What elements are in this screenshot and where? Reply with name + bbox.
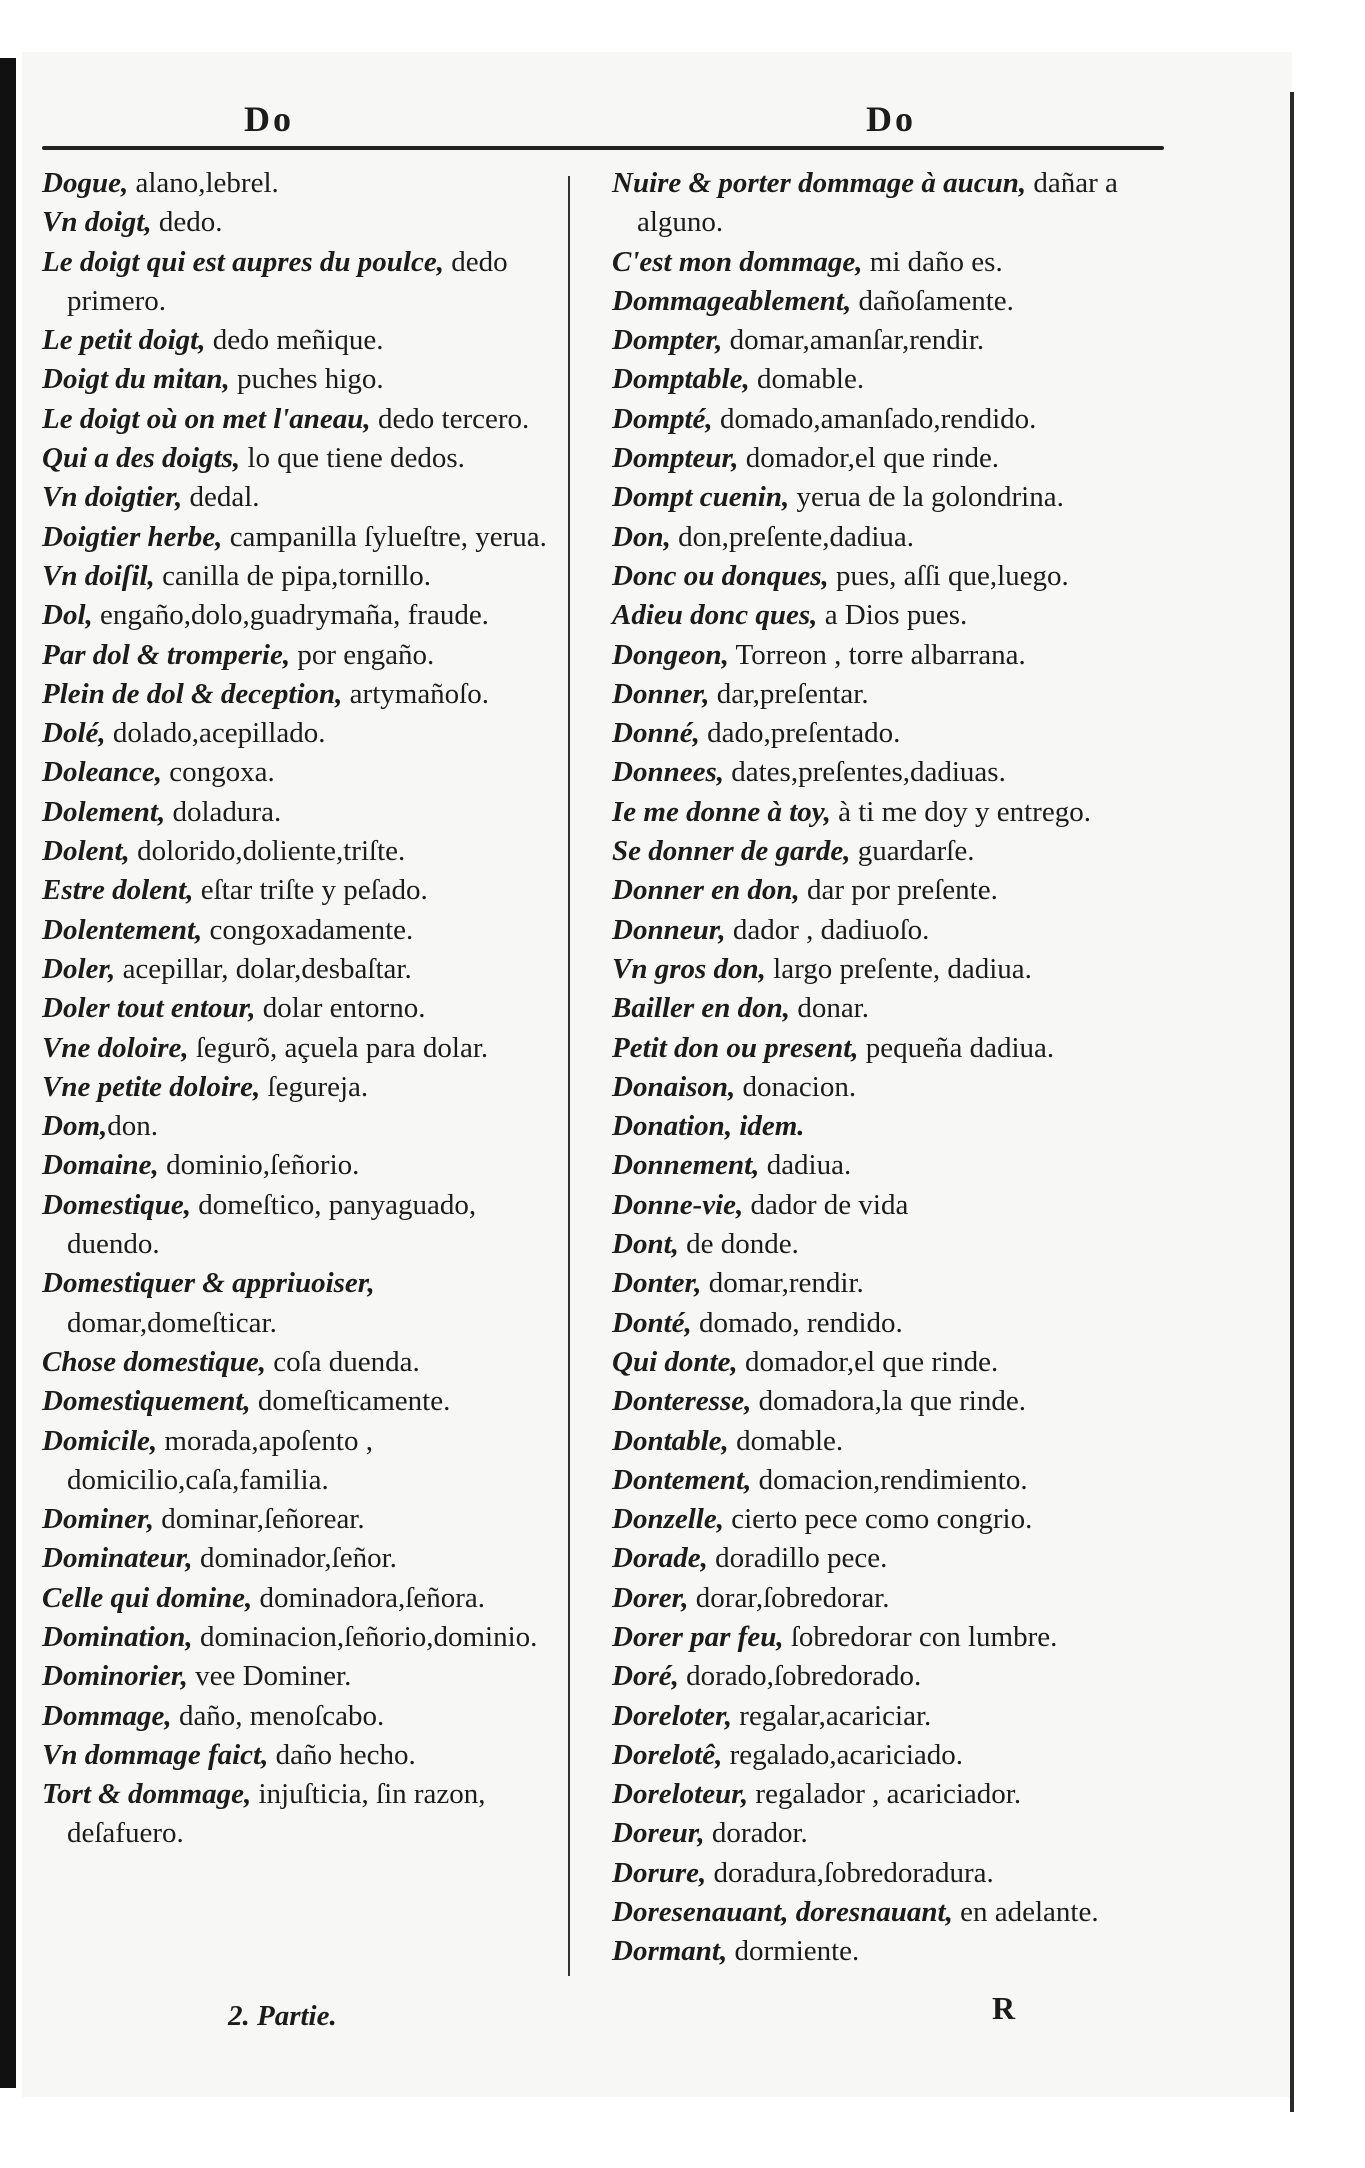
dictionary-entry bbox=[612, 282, 1170, 321]
entry-translation: ſegureja. bbox=[260, 1070, 369, 1103]
dictionary-entry bbox=[612, 911, 1170, 950]
dictionary-entry bbox=[612, 1264, 1170, 1303]
dictionary-entry bbox=[612, 1697, 1170, 1736]
entry-translation: dolado,acepillado. bbox=[105, 717, 326, 750]
dictionary-entry bbox=[42, 1657, 562, 1696]
dictionary-entry bbox=[42, 243, 562, 322]
dictionary-entry bbox=[612, 1422, 1170, 1461]
dictionary-entry bbox=[42, 1500, 562, 1539]
dictionary-entry bbox=[42, 714, 562, 753]
entry-headword: Doigt du mitan, bbox=[42, 363, 230, 396]
entry-headword: Dont, bbox=[612, 1228, 679, 1261]
entry-headword: C'est mon dommage, bbox=[612, 245, 863, 278]
entry-translation: engaño,dolo,guadrymaña, fraude. bbox=[92, 599, 489, 632]
entry-translation: regalar,acariciar. bbox=[732, 1699, 932, 1732]
entry-headword: Doreloter, bbox=[612, 1699, 733, 1732]
dictionary-entry bbox=[612, 675, 1170, 714]
dictionary-entry bbox=[612, 321, 1170, 360]
entry-headword: Dorer, bbox=[612, 1581, 689, 1614]
entry-translation: regalador , acariciador. bbox=[748, 1778, 1022, 1811]
entry-headword: Domestiquement, bbox=[42, 1385, 251, 1418]
right-column bbox=[612, 164, 1170, 1972]
dictionary-entry bbox=[42, 1264, 562, 1343]
entry-translation: domar,rendir. bbox=[701, 1267, 864, 1300]
entry-headword: Estre dolent, bbox=[42, 874, 194, 907]
dictionary-entry bbox=[612, 1579, 1170, 1618]
book-spine-shadow bbox=[0, 58, 16, 2088]
dictionary-entry bbox=[42, 360, 562, 399]
entry-translation: alano,lebrel. bbox=[128, 167, 279, 199]
entry-headword: Donnement, bbox=[612, 1149, 760, 1182]
entry-headword: Qui a des doigts, bbox=[42, 442, 241, 475]
dictionary-entry bbox=[612, 1225, 1170, 1264]
entry-translation: dañar a alguno. bbox=[637, 167, 1118, 239]
entry-headword: Dolement, bbox=[42, 795, 166, 828]
entry-translation: largo preſente, dadiua. bbox=[765, 952, 1032, 985]
entry-headword: Vn dommage faict, bbox=[42, 1738, 269, 1771]
entry-translation: dado,preſentado. bbox=[699, 717, 901, 750]
entry-headword: Dormant, bbox=[612, 1935, 728, 1968]
entry-translation: domador,el que rinde. bbox=[738, 442, 1000, 475]
dictionary-entry bbox=[42, 596, 562, 635]
dictionary-entry bbox=[612, 793, 1170, 832]
entry-translation: à ti me doy y entrego. bbox=[830, 795, 1091, 828]
entry-headword: Domptable, bbox=[612, 363, 750, 396]
entry-headword: Bailler en don, bbox=[612, 992, 791, 1025]
dictionary-entry bbox=[612, 478, 1170, 517]
entry-translation: domador,el que rinde. bbox=[737, 1345, 999, 1378]
entry-headword: Dompter, bbox=[612, 324, 723, 357]
page-edge-shadow bbox=[1290, 92, 1294, 2112]
dictionary-entry bbox=[612, 1854, 1170, 1893]
entry-headword: Doreur, bbox=[612, 1817, 705, 1850]
entry-headword: Le doigt où on met l'aneau, bbox=[42, 402, 371, 435]
entry-headword: Dorelotê, bbox=[612, 1738, 723, 1771]
entry-translation: domeſtico, panyaguado, duendo. bbox=[67, 1188, 477, 1261]
dictionary-entry bbox=[612, 360, 1170, 399]
entry-translation: dador de vida bbox=[743, 1188, 909, 1221]
entry-headword: Donneur, bbox=[612, 913, 726, 946]
entry-translation: guardarſe. bbox=[850, 835, 975, 868]
dictionary-entry bbox=[42, 871, 562, 910]
entry-translation: donar. bbox=[790, 992, 869, 1025]
entry-translation: regalado,acariciado. bbox=[722, 1738, 964, 1771]
entry-translation: dador , dadiuoſo. bbox=[725, 913, 930, 946]
entry-headword: Doleance, bbox=[42, 756, 162, 789]
dictionary-entry bbox=[42, 989, 562, 1028]
entry-translation: don. bbox=[107, 1110, 158, 1143]
column-divider bbox=[568, 176, 570, 1976]
entry-headword: Vn doigtier, bbox=[42, 481, 183, 514]
entry-translation: de donde. bbox=[678, 1228, 799, 1261]
entry-headword: Par dol & tromperie, bbox=[42, 638, 291, 671]
entry-headword: Donne-vie, bbox=[612, 1188, 744, 1221]
entry-headword: Vn doigt, bbox=[42, 206, 152, 239]
entry-headword: Dorade, bbox=[612, 1542, 708, 1575]
entry-translation: dadiua. bbox=[759, 1149, 852, 1182]
entry-headword: Donzelle, bbox=[612, 1503, 724, 1536]
entry-headword: Ie me donne à toy, bbox=[612, 795, 831, 828]
entry-headword: Vne doloire, bbox=[42, 1031, 189, 1064]
entry-headword: Vn doiſil, bbox=[42, 559, 155, 592]
entry-headword: Dompté, bbox=[612, 402, 713, 435]
entry-headword: Dompt cuenin, bbox=[612, 481, 790, 514]
entry-headword: Adieu donc ques, bbox=[612, 599, 818, 632]
entry-headword: Petit don ou present, bbox=[612, 1031, 859, 1064]
dictionary-entry bbox=[612, 832, 1170, 871]
dictionary-entry bbox=[612, 1736, 1170, 1775]
dictionary-entry bbox=[612, 557, 1170, 596]
entry-translation: dominador,ſeñor. bbox=[192, 1542, 397, 1575]
dictionary-entry bbox=[612, 1814, 1170, 1853]
dictionary-entry bbox=[42, 832, 562, 871]
dictionary-entry bbox=[42, 1343, 562, 1382]
dictionary-entry bbox=[42, 1579, 562, 1618]
entry-translation: mi daño es. bbox=[862, 245, 1003, 278]
entry-headword: Domestiquer & appriuoiser, bbox=[42, 1267, 375, 1300]
dictionary-entry bbox=[42, 1736, 562, 1775]
entry-translation: congoxa. bbox=[162, 756, 275, 789]
entry-translation: dorador. bbox=[704, 1817, 808, 1850]
header-rule bbox=[42, 146, 1164, 150]
entry-headword: Donté, bbox=[612, 1306, 692, 1339]
dictionary-entry bbox=[42, 636, 562, 675]
entry-headword: Tort & dommage, bbox=[42, 1778, 252, 1811]
dictionary-entry bbox=[42, 439, 562, 478]
dictionary-entry bbox=[612, 1068, 1170, 1107]
entry-headword: Donc ou donques, bbox=[612, 559, 829, 592]
dictionary-entry bbox=[42, 911, 562, 950]
dictionary-entry bbox=[612, 753, 1170, 792]
entry-headword: Vne petite doloire, bbox=[42, 1070, 261, 1103]
entry-translation: cierto pece como congrio. bbox=[723, 1503, 1033, 1536]
entry-translation: canilla de pipa,tornillo. bbox=[154, 559, 432, 592]
entry-headword: Dogue, bbox=[42, 167, 129, 199]
dictionary-entry bbox=[612, 596, 1170, 635]
entry-translation: Torreon , torre albarrana. bbox=[728, 638, 1026, 671]
catchword: R bbox=[992, 1990, 1016, 2026]
entry-translation: domable. bbox=[749, 363, 865, 396]
entry-headword: Le petit doigt, bbox=[42, 324, 206, 357]
entry-translation: injuſticia, ſin razon, deſafuero. bbox=[67, 1778, 486, 1850]
entry-translation: doradura,ſobredoradura. bbox=[706, 1856, 994, 1889]
dictionary-entry bbox=[42, 478, 562, 517]
dictionary-entry bbox=[42, 321, 562, 360]
entry-headword: Dominer, bbox=[42, 1503, 154, 1536]
entry-translation: dates,preſentes,dadiuas. bbox=[723, 756, 1006, 789]
entry-headword: Nuire & porter dommage à aucun, bbox=[612, 167, 1027, 199]
dictionary-entry bbox=[612, 1500, 1170, 1539]
entry-translation: pequeña dadiua. bbox=[858, 1031, 1055, 1064]
entry-translation: domado,amanſado,rendido. bbox=[712, 402, 1037, 435]
entry-headword: Domination, bbox=[42, 1620, 193, 1653]
entry-headword: Dongeon, bbox=[612, 638, 729, 671]
dictionary-entry bbox=[612, 1932, 1170, 1971]
entry-headword: Doré, bbox=[612, 1660, 679, 1693]
entry-translation: dar,preſentar. bbox=[709, 677, 869, 710]
running-head-right: Do bbox=[866, 99, 916, 139]
dictionary-entry bbox=[612, 518, 1170, 557]
entry-headword: Doler, bbox=[42, 952, 116, 985]
dictionary-entry bbox=[612, 871, 1170, 910]
entry-headword: Doreloteur, bbox=[612, 1778, 749, 1811]
entry-translation: vee Dominer. bbox=[187, 1660, 352, 1693]
entry-translation: domacion,rendimiento. bbox=[751, 1463, 1028, 1496]
dictionary-entry bbox=[612, 400, 1170, 439]
dictionary-entry bbox=[612, 989, 1170, 1028]
left-column bbox=[42, 164, 562, 1854]
entry-translation: dominar,ſeñorear. bbox=[154, 1503, 365, 1536]
entry-headword: Dompteur, bbox=[612, 442, 739, 475]
entry-translation: dar por preſente. bbox=[799, 874, 998, 907]
dictionary-entry bbox=[42, 1068, 562, 1107]
entry-translation: dolar entorno. bbox=[255, 992, 426, 1025]
entry-translation: dedo meñique. bbox=[205, 324, 384, 357]
entry-translation: domadora,la que rinde. bbox=[751, 1385, 1026, 1418]
dictionary-entry bbox=[42, 557, 562, 596]
entry-translation: domar,domeſticar. bbox=[67, 1306, 277, 1339]
entry-translation: ſegurõ, açuela para dolar. bbox=[188, 1031, 489, 1064]
entry-headword: Qui donte, bbox=[612, 1345, 738, 1378]
entry-translation: coſa duenda. bbox=[265, 1345, 420, 1378]
entry-translation: dolorido,doliente,triſte. bbox=[129, 835, 406, 868]
entry-translation: donacion. bbox=[735, 1070, 857, 1103]
dictionary-entry bbox=[612, 1029, 1170, 1068]
entry-translation: eſtar triſte y peſado. bbox=[193, 874, 428, 907]
entry-translation: campanilla ſylueſtre, yerua. bbox=[222, 520, 547, 553]
dictionary-entry bbox=[42, 1422, 562, 1501]
entry-headword: Dontement, bbox=[612, 1463, 752, 1496]
entry-headword: Donteresse, bbox=[612, 1385, 752, 1418]
dictionary-entry bbox=[42, 753, 562, 792]
entry-headword: Dominateur, bbox=[42, 1542, 193, 1575]
entry-translation: dormiente. bbox=[727, 1935, 860, 1968]
entry-translation: dominio,ſeñorio. bbox=[158, 1149, 360, 1182]
dictionary-entry bbox=[612, 439, 1170, 478]
entry-headword: Vn gros don, bbox=[612, 952, 766, 985]
entry-headword: Donaison, bbox=[612, 1070, 736, 1103]
entry-translation: acepillar, dolar,desbaſtar. bbox=[115, 952, 412, 985]
entry-headword: Le doigt qui est aupres du poulce, bbox=[42, 245, 444, 278]
dictionary-entry bbox=[42, 1697, 562, 1736]
dictionary-entry bbox=[612, 1657, 1170, 1696]
entry-headword: Dominorier, bbox=[42, 1660, 188, 1693]
dictionary-entry bbox=[612, 714, 1170, 753]
dictionary-entry bbox=[612, 1461, 1170, 1500]
entry-translation: doradillo pece. bbox=[707, 1542, 888, 1575]
running-head-left: Do bbox=[244, 99, 294, 139]
entry-translation: domado, rendido. bbox=[691, 1306, 903, 1339]
entry-translation: doladura. bbox=[165, 795, 282, 828]
entry-headword: Domaine, bbox=[42, 1149, 159, 1182]
entry-headword: Donné, bbox=[612, 717, 700, 750]
dictionary-entry bbox=[42, 1107, 562, 1146]
dictionary-entry bbox=[612, 1539, 1170, 1578]
dictionary-entry bbox=[612, 243, 1170, 282]
dictionary-entry bbox=[612, 950, 1170, 989]
dictionary-entry bbox=[612, 1382, 1170, 1421]
entry-headword: Doresenauant, doresnauant, bbox=[612, 1896, 953, 1929]
dictionary-entry bbox=[612, 1107, 1170, 1146]
dictionary-entry bbox=[42, 203, 562, 242]
entry-headword: Chose domestique, bbox=[42, 1345, 266, 1378]
entry-translation: daño, menoſcabo. bbox=[171, 1699, 385, 1732]
dictionary-entry bbox=[612, 1186, 1170, 1225]
entry-translation: domable. bbox=[728, 1424, 844, 1457]
entry-translation: morada,apoſento , domicilio,caſa,familia. bbox=[67, 1424, 373, 1496]
dictionary-entry bbox=[612, 1775, 1170, 1814]
entry-translation: a Dios pues. bbox=[817, 599, 968, 632]
entry-translation: ſobredorar con lumbre. bbox=[783, 1620, 1058, 1653]
entry-headword: Domestique, bbox=[42, 1188, 192, 1221]
entry-translation: dedo primero. bbox=[67, 245, 508, 317]
entry-translation: dorado,ſobredorado. bbox=[678, 1660, 922, 1693]
dictionary-entry bbox=[42, 1618, 562, 1657]
entry-headword: Donter, bbox=[612, 1267, 702, 1300]
entry-translation: lo que tiene dedos. bbox=[240, 442, 465, 475]
dictionary-entry bbox=[42, 400, 562, 439]
entry-headword: Dorure, bbox=[612, 1856, 707, 1889]
dictionary-entry bbox=[42, 1186, 562, 1265]
entry-headword: Donation, idem. bbox=[612, 1110, 805, 1143]
entry-translation: dedo. bbox=[151, 206, 223, 239]
entry-translation: por engaño. bbox=[290, 638, 435, 671]
entry-headword: Plein de dol & deception, bbox=[42, 677, 343, 710]
entry-headword: Dorer par feu, bbox=[612, 1620, 784, 1653]
entry-headword: Domicile, bbox=[42, 1424, 158, 1457]
dictionary-entry bbox=[612, 1343, 1170, 1382]
entry-translation: congoxadamente. bbox=[202, 913, 414, 946]
entry-headword: Donner, bbox=[612, 677, 710, 710]
dictionary-entry bbox=[42, 1539, 562, 1578]
entry-headword: Dommageablement, bbox=[612, 284, 852, 317]
entry-headword: Celle qui domine, bbox=[42, 1581, 253, 1614]
entry-translation: don,preſente,dadiua. bbox=[670, 520, 915, 553]
entry-headword: Doigtier herbe, bbox=[42, 520, 223, 553]
entry-headword: Dontable, bbox=[612, 1424, 729, 1457]
entry-translation: dedo tercero. bbox=[370, 402, 530, 435]
dictionary-entry bbox=[612, 164, 1170, 243]
dictionary-entry bbox=[42, 675, 562, 714]
dictionary-entry bbox=[612, 1893, 1170, 1932]
entry-headword: Dom, bbox=[42, 1110, 108, 1143]
dictionary-entry bbox=[42, 518, 562, 557]
entry-headword: Dommage, bbox=[42, 1699, 172, 1732]
entry-translation: yerua de la golondrina. bbox=[789, 481, 1064, 514]
entry-translation: dominadora,ſeñora. bbox=[252, 1581, 485, 1614]
entry-headword: Dolentement, bbox=[42, 913, 203, 946]
entry-headword: Don, bbox=[612, 520, 671, 553]
dictionary-entry bbox=[612, 1146, 1170, 1185]
dictionary-entry bbox=[42, 1382, 562, 1421]
entry-headword: Doler tout entour, bbox=[42, 992, 256, 1025]
dictionary-entry bbox=[42, 1146, 562, 1185]
entry-headword: Se donner de garde, bbox=[612, 835, 851, 868]
entry-translation: dedal. bbox=[182, 481, 260, 514]
dictionary-entry bbox=[42, 950, 562, 989]
entry-translation: artymañoſo. bbox=[342, 677, 489, 710]
entry-translation: dañoſamente. bbox=[851, 284, 1014, 317]
entry-translation: domeſticamente. bbox=[250, 1385, 451, 1418]
dictionary-entry bbox=[42, 1775, 562, 1854]
entry-translation: pues, aſſi que,luego. bbox=[828, 559, 1069, 592]
entry-headword: Donnees, bbox=[612, 756, 724, 789]
entry-translation: en adelante. bbox=[952, 1896, 1099, 1929]
entry-translation: domar,amanſar,rendir. bbox=[722, 324, 985, 357]
dictionary-entry bbox=[612, 636, 1170, 675]
dictionary-entry bbox=[612, 1618, 1170, 1657]
entry-headword: Dolent, bbox=[42, 835, 130, 868]
entry-translation: dominacion,ſeñorio,dominio. bbox=[192, 1620, 538, 1653]
entry-translation: dorar,ſobredorar. bbox=[688, 1581, 890, 1614]
signature-mark: 2. Partie. bbox=[228, 2000, 337, 2032]
entry-headword: Donner en don, bbox=[612, 874, 800, 907]
dictionary-entry bbox=[42, 1029, 562, 1068]
dictionary-entry bbox=[42, 793, 562, 832]
entry-translation: puches higo. bbox=[229, 363, 384, 396]
entry-headword: Dolé, bbox=[42, 717, 106, 750]
entry-headword: Dol, bbox=[42, 599, 93, 632]
dictionary-entry bbox=[42, 164, 562, 203]
dictionary-entry bbox=[612, 1304, 1170, 1343]
entry-translation: daño hecho. bbox=[268, 1738, 416, 1771]
